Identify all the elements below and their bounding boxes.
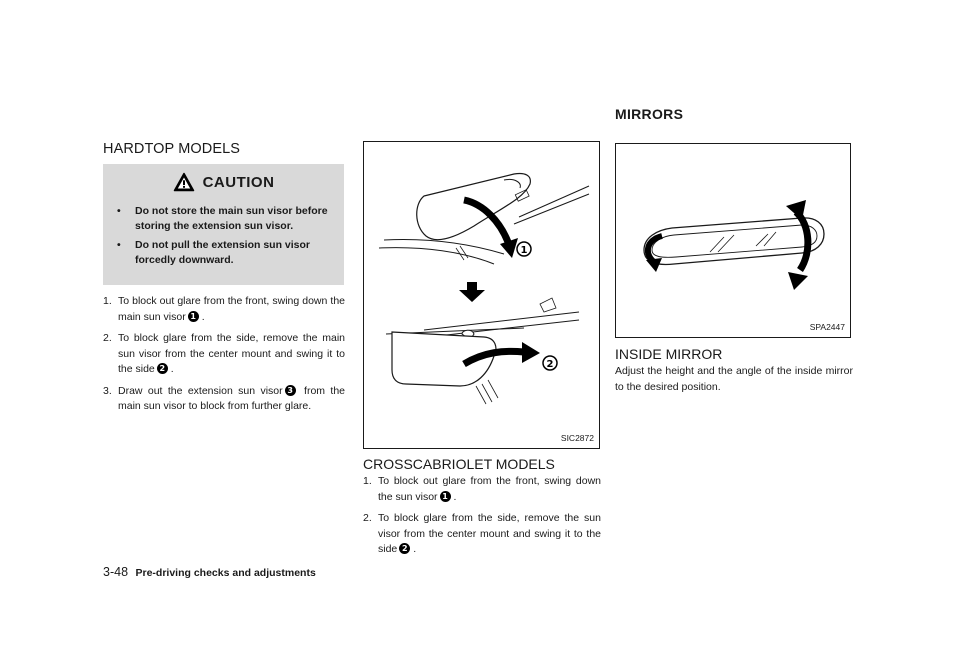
caution-box: [103, 164, 344, 285]
step-item: [103, 331, 345, 378]
callout-marker: 2: [157, 363, 168, 374]
step-item: [103, 384, 345, 415]
page-number: 3-48: [103, 565, 129, 579]
step-text: To block glare from the side, remove the main sun visor from the center mount and swing it to the side 2 .: [118, 332, 345, 375]
figure-code: SPA2447: [809, 322, 845, 332]
warning-triangle-icon: [173, 172, 195, 192]
section-title-inside-mirror: INSIDE MIRROR: [615, 346, 723, 362]
callout-marker: 3: [285, 385, 296, 396]
section-header-mirrors: MIRRORS: [615, 106, 684, 122]
section-title-crosscabriolet: CROSSCABRIOLET MODELS: [363, 456, 555, 472]
step-item: [363, 474, 601, 505]
callout-marker-label: 1: [520, 245, 528, 256]
caution-item: [117, 238, 339, 268]
step-number: 3.: [103, 384, 112, 397]
callout-marker: 1: [440, 491, 451, 502]
step-number: 2.: [363, 512, 372, 524]
step-text: To block out glare from the front, swing down the sun visor 1 .: [378, 475, 601, 503]
chapter-title: Pre-driving checks and adjustments: [135, 567, 316, 579]
caution-bullet: •: [117, 205, 121, 217]
caution-bullet: •: [117, 239, 121, 251]
step-text: Draw out the extension sun visor 3 from the main sun visor to block from further glare.: [118, 384, 346, 412]
caution-label: CAUTION: [202, 173, 275, 191]
step-item: [103, 294, 345, 325]
page-footer: [103, 563, 316, 581]
callout-marker: 1: [188, 311, 199, 322]
caution-item-text: Do not store the main sun visor before storing the extension sun visor.: [135, 205, 328, 232]
callout-marker: 2: [399, 543, 410, 554]
caution-header: [103, 172, 344, 192]
step-number: 2.: [103, 332, 112, 344]
crosscabriolet-steps: [363, 474, 601, 564]
sun-visor-illustration: [364, 142, 599, 448]
step-number: 1.: [363, 475, 372, 487]
step-item: [363, 511, 601, 558]
callout-marker-label: 2: [546, 359, 554, 370]
sun-visor-figure: [363, 141, 600, 449]
caution-list: [117, 204, 339, 272]
section-title-hardtop: HARDTOP MODELS: [103, 141, 241, 157]
caution-item: [117, 204, 339, 234]
caution-item-text: Do not pull the extension sun visor forcedly downward.: [135, 239, 311, 266]
inside-mirror-paragraph: Adjust the height and the angle of the inside mirror to the desired position.: [615, 365, 853, 393]
step-text: To block glare from the side, remove the sun visor from the center mount and swing it to the side 2 .: [378, 512, 601, 555]
step-text: To block out glare from the front, swing down the main sun visor 1 .: [118, 295, 345, 323]
inside-mirror-illustration: [616, 144, 850, 337]
inside-mirror-figure: [615, 143, 851, 338]
figure-code: SIC2872: [560, 433, 594, 443]
hardtop-steps: [103, 294, 345, 421]
step-number: 1.: [103, 295, 112, 307]
